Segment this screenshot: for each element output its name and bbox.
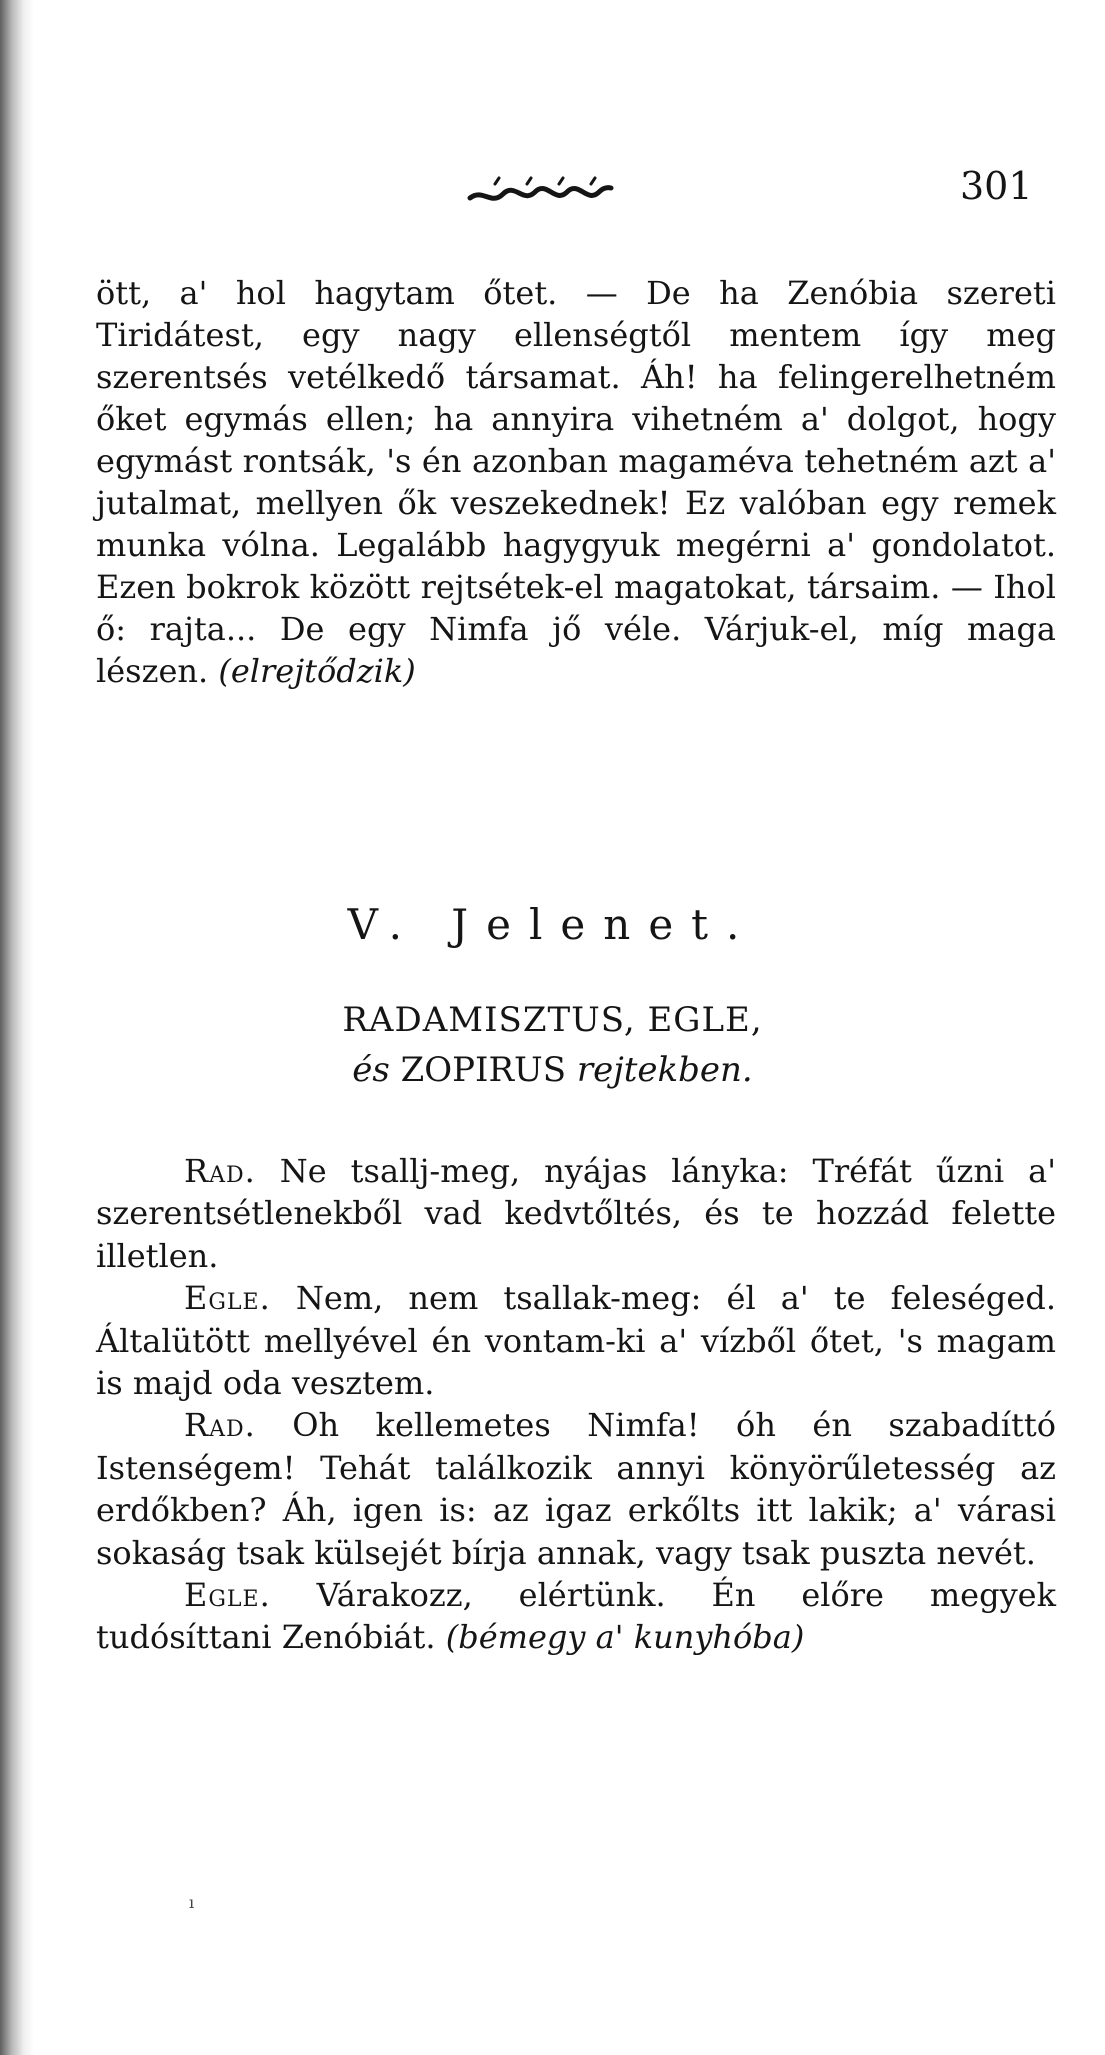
page-header [0, 160, 1105, 220]
cast-and-word: és [352, 1050, 390, 1090]
stage-direction: (bémegy a' kunyhóba) [445, 1618, 805, 1657]
stage-direction: (elrejtődzik) [218, 652, 416, 690]
opening-paragraph [96, 272, 1056, 692]
speech-text: Várakozz, elértünk. Én előre megyek tudósíttani Zenóbiát. [96, 1576, 1057, 1657]
speaker-name: Rad. [184, 1152, 256, 1190]
cast-list-line: RADAMISZTUS, EGLE, [342, 1000, 763, 1040]
paragraph-text: ött, a' hol hagytam őtet. — De ha Zenóbia szereti Tiridátest, egy nagy ellenségtől mentem így meg szerentsés vetélkedő társamat. Áh! ha felingerelhetném őket egymás ellen; ha annyira vihetném a' dolgot, hogy egymást rontsák, 's én azonban magaméva tehetném azt a' jutalmat, mellyen ők veszekednek! Ez valóban egy remek munka vólna. Legalább hagygyuk megérni a' gondolatot. Ezen bokrok között rejtsétek-el magatokat, társaim. — Ihol ő: rajta... De egy Nimfa jő véle. Várjuk-el, míg maga lészen. [96, 274, 1056, 690]
page-number: 301 [960, 164, 1033, 208]
dialogue-block [96, 1150, 1056, 1659]
cast-hidden-note: rejtekben. [576, 1050, 753, 1090]
dialogue-line [96, 1150, 1056, 1277]
speech-text: Ne tsallj-meg, nyájas lányka: Tréfát űzni a' szerentsétlenekből vad kedvtőltés, és te hozzád felette illetlen. [96, 1152, 1056, 1275]
dialogue-line [96, 1574, 1056, 1659]
speech-text: Nem, nem tsallak-meg: él a' te feleséged. Általütött mellyével én vontam-ki a' vízből őtet, 's magam is majd oda vesztem. [96, 1279, 1056, 1403]
speech-text: Oh kellemetes Nimfa! óh én szabadíttó Istenségem! Tehát találkozik annyi könyörűletesség az erdőkben? Áh, igen is: az igaz erkőlts itt lakik; a' várasi sokaság tsak külsejét bírja annak, vagy tsak puszta nevét. [96, 1406, 1056, 1572]
ornamental-wave-icon [465, 170, 615, 210]
cast-name: ZOPIRUS [400, 1050, 567, 1090]
dialogue-line [96, 1404, 1056, 1574]
speaker-name: Egle. [184, 1279, 271, 1318]
dialogue-line [96, 1277, 1056, 1404]
speaker-name: Rad. [184, 1406, 256, 1445]
scene-title: V. Jelenet. [347, 900, 758, 949]
stray-mark: ı [189, 1893, 195, 1912]
speaker-name: Egle. [184, 1576, 271, 1615]
cast-list-line-hidden [0, 1050, 1105, 1090]
